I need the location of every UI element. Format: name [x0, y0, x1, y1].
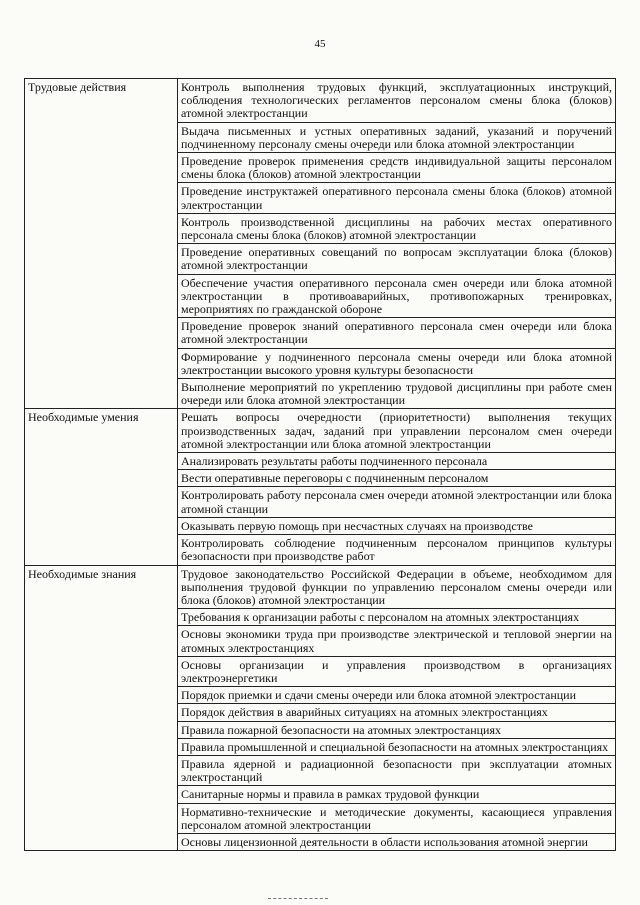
section-item: Контролировать работу персонала смен очереди атомной электростанции или блока атомной станции [178, 487, 616, 517]
section-item: Основы экономики труда при производстве электрической и тепловой энергии на атомных электростанциях [178, 626, 616, 656]
section-item: Правила ядерной и радиационной безопасности при эксплуатации атомных электростанций [178, 755, 616, 785]
section-item: Выдача письменных и устных оперативных заданий, указаний и поручений подчиненному персоналу смены очереди или блока атомной электростанции [178, 122, 616, 152]
section-item: Порядок приемки и сдачи смены очереди или блока атомной электростанции [178, 687, 616, 704]
section-item: Контроль выполнения трудовых функций, эксплуатационных инструкций, соблюдения технологических регламентов персоналом смены блока (блоков) атомной электростанции [178, 79, 616, 123]
section-item: Правила пожарной безопасности на атомных электростанциях [178, 721, 616, 738]
section-item: Оказывать первую помощь при несчастных случаях на производстве [178, 517, 616, 534]
section-item: Обеспечение участия оперативного персонала смен очереди или блока атомной электростанции в противоаварийных, противопожарных тренировках, мероприятиях по гражданской обороне [178, 274, 616, 318]
section-item: Решать вопросы очередности (приоритетности) выполнения текущих производственных задач, заданий при управлении персоналом смен очереди атомной электростанции или блока атомной электростанции [178, 409, 616, 453]
section-label: Необходимые знания [25, 565, 178, 851]
section-item: Контроль производственной дисциплины на рабочих местах оперативного персонала смены блока (блоков) атомной электростанции [178, 213, 616, 243]
section-item: Порядок действия в аварийных ситуациях на атомных электростанциях [178, 704, 616, 721]
page-number: 45 [314, 38, 326, 50]
section-item: Проведение проверок знаний оперативного персонала смен очереди или блока атомной электростанции [178, 318, 616, 348]
scan-artifact-line [268, 898, 328, 900]
section-item: Проведение оперативных совещаний по вопросам эксплуатации блока (блоков) атомной электростанции [178, 244, 616, 274]
section-item: Санитарные нормы и правила в рамках трудовой функции [178, 786, 616, 803]
table-row [25, 409, 616, 453]
section-item: Трудовое законодательство Российской Федерации в объеме, необходимом для выполнения трудовой функции по управлению персоналом смены очереди или блока (блоков) атомной электростанции [178, 565, 616, 609]
section-item: Основы организации и управления производством в организациях электроэнергетики [178, 656, 616, 686]
section-item: Проведение инструктажей оперативного персонала смены блока (блоков) атомной электростанции [178, 183, 616, 213]
section-item: Выполнение мероприятий по укреплению трудовой дисциплины при работе смен очереди или блока атомной электростанции [178, 379, 616, 409]
section-label: Необходимые умения [25, 409, 178, 565]
section-item: Контролировать соблюдение подчиненным персоналом принципов культуры безопасности при производстве работ [178, 535, 616, 565]
section-item: Формирование у подчиненного персонала смены очереди или блока атомной электростанции высокого уровня культуры безопасности [178, 348, 616, 378]
section-item: Проведение проверок применения средств индивидуальной защиты персоналом смены блока (блоков) атомной электростанции [178, 153, 616, 183]
section-item: Основы лицензионной деятельности в области использования атомной энергии [178, 833, 616, 850]
section-item: Нормативно-технические и методические документы, касающиеся управления персоналом атомной электростанции [178, 803, 616, 833]
section-item: Требования к организации работы с персоналом на атомных электростанциях [178, 609, 616, 626]
section-item: Правила промышленной и специальной безопасности на атомных электростанциях [178, 738, 616, 755]
table-row [25, 565, 616, 609]
section-item: Вести оперативные переговоры с подчиненным персоналом [178, 470, 616, 487]
section-item: Анализировать результаты работы подчиненного персонала [178, 453, 616, 470]
section-label: Трудовые действия [25, 79, 178, 409]
requirements-table [24, 78, 616, 851]
table-row [25, 79, 616, 123]
